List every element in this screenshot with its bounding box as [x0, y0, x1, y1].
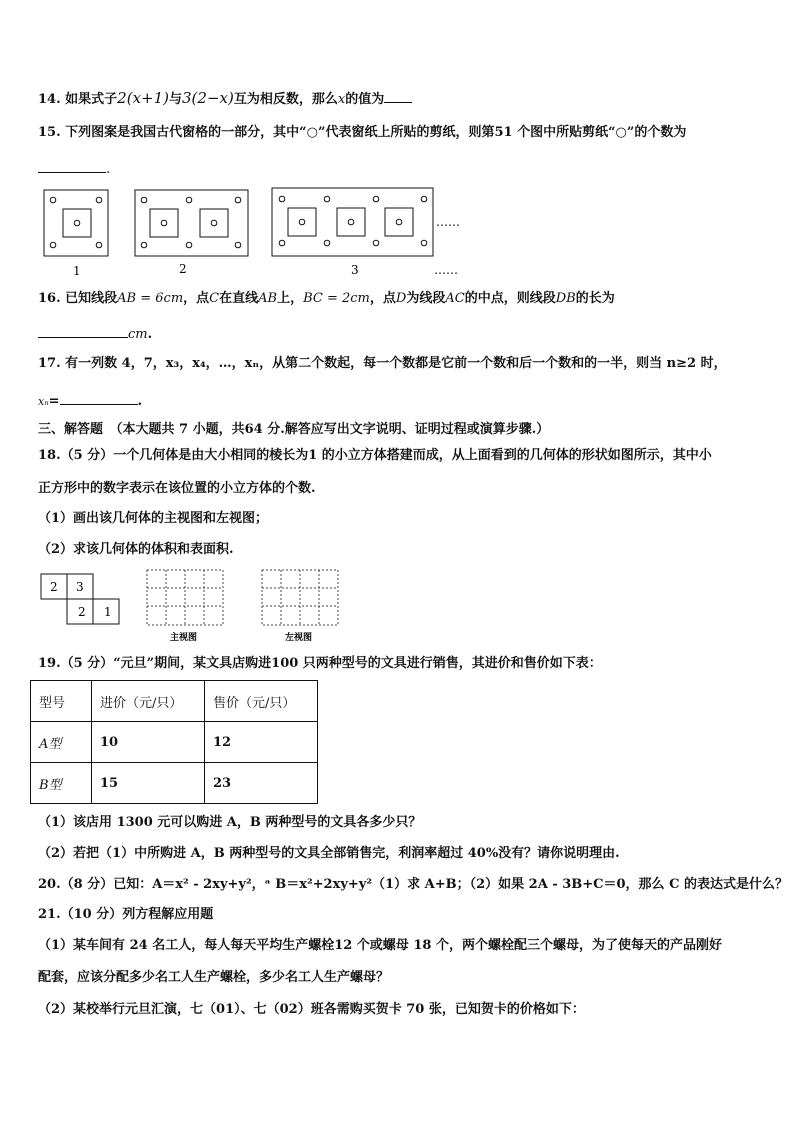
- header-price: 售价（元/只）: [205, 681, 318, 722]
- table-row: A型 10 12: [31, 722, 318, 763]
- question-17: 17. 有一列数 4，7，x₃，x₄，…，xₙ，从第二个数起，每一个数都是它前一个数和后一个数和的一半，则当 n≥2 时，: [38, 356, 727, 371]
- question-21-title: 21.（10 分）列方程解应用题: [38, 907, 214, 922]
- figure-label-3: 3: [351, 263, 359, 277]
- section-title: 三、解答题 （本大题共 7 小题，共64 分.解答应写出文字说明、证明过程或演算步骤.）: [38, 422, 550, 437]
- question-17-answer: xₙ= .: [38, 390, 142, 411]
- question-21-sub-1-line-1: （1）某车间有 24 名工人，每人每天平均生产螺栓12 个或螺母 18 个，两个螺栓配三个螺母，为了使每天的产品刚好: [38, 938, 722, 953]
- cube-count-2: 3: [76, 580, 84, 594]
- question-14: 14. 如果式子2(x+1)与3(2−x)互为相反数，那么x的值为: [38, 88, 412, 109]
- figure-label-2: 2: [179, 262, 187, 276]
- expression-1: 2(x+1): [117, 89, 169, 107]
- lattice-pattern-1: [44, 190, 108, 256]
- question-15-answer: .: [38, 158, 110, 179]
- question-18-line-1: 18.（5 分）一个几何体是由大小相同的棱长为1 的小立方体搭建而成，从上面看到的几何体的形状如图所示，其中小: [38, 448, 712, 463]
- ellipsis-bottom: ……: [434, 263, 458, 277]
- price-table: [30, 680, 318, 804]
- figure-label-1: 1: [73, 264, 81, 278]
- top-view-grid: [41, 574, 119, 624]
- question-19-sub-1: （1）该店用 1300 元可以购进 A，B 两种型号的文具各多少只？: [38, 815, 422, 830]
- question-20: 20.（8 分）已知：A＝x² - 2xy+y²，ᵃ B＝x²+2xy+y²（1）求 A+B；（2）如果 2A - 3B+C＝0，那么 C 的表达式是什么？: [38, 877, 788, 892]
- left-view-label: 左视图: [285, 633, 313, 643]
- answer-blank: [38, 323, 128, 338]
- table-header-row: [31, 681, 318, 722]
- question-18-sub-2: （2）求该几何体的体积和表面积.: [38, 542, 234, 557]
- expression-2: 3(2−x): [182, 89, 234, 107]
- answer-blank: [60, 390, 138, 405]
- question-18-line-2: 正方形中的数字表示在该位置的小立方体的个数.: [38, 481, 316, 496]
- front-view-label: 主视图: [170, 633, 198, 643]
- lattice-pattern-3: [272, 188, 433, 256]
- question-18-sub-1: （1）画出该几何体的主视图和左视图；: [38, 511, 269, 526]
- question-19-sub-2: （2）若把（1）中所购进 A，B 两种型号的文具全部销售完，利润率超过 40%没有？请你说明理由.: [38, 846, 620, 861]
- question-16-answer: cm.: [38, 323, 152, 344]
- question-19-intro: 19.（5 分）“元旦”期间，某文具店购进100 只两种型号的文具进行销售，其进价和售价如下表：: [38, 656, 602, 671]
- header-cost: 进价（元/只）: [92, 681, 205, 722]
- front-view-grid: [147, 570, 223, 625]
- window-lattice-figure: [38, 186, 478, 282]
- header-model: 型号: [31, 681, 92, 722]
- question-21-sub-2: （2）某校举行元旦汇演，七（01）、七（02）班各需购买贺卡 70 张，已知贺卡的价格如下：: [38, 1002, 585, 1017]
- top-view-figure: [40, 568, 340, 644]
- lattice-pattern-2: [135, 190, 248, 256]
- ellipsis-top: ……: [436, 215, 460, 229]
- question-15: 15. 下列图案是我国古代窗格的一部分，其中“○”代表窗纸上所贴的剪纸，则第51 个图中所贴剪纸“○”的个数为: [38, 125, 687, 140]
- question-21-sub-1-line-2: 配套，应该分配多少名工人生产螺栓，多少名工人生产螺母？: [38, 970, 390, 985]
- cube-count-1: 2: [50, 580, 58, 594]
- answer-blank: [384, 88, 412, 103]
- question-16: 16. 已知线段AB = 6cm，点C在直线AB上，BC = 2cm，点D为线段AC的中点，则线段DB的长为: [38, 291, 615, 306]
- table-row: B型 15 23: [31, 763, 318, 804]
- cube-count-3: 2: [78, 605, 86, 619]
- answer-blank: [38, 158, 106, 173]
- left-view-grid: [262, 570, 338, 625]
- cube-count-4: 1: [104, 605, 112, 619]
